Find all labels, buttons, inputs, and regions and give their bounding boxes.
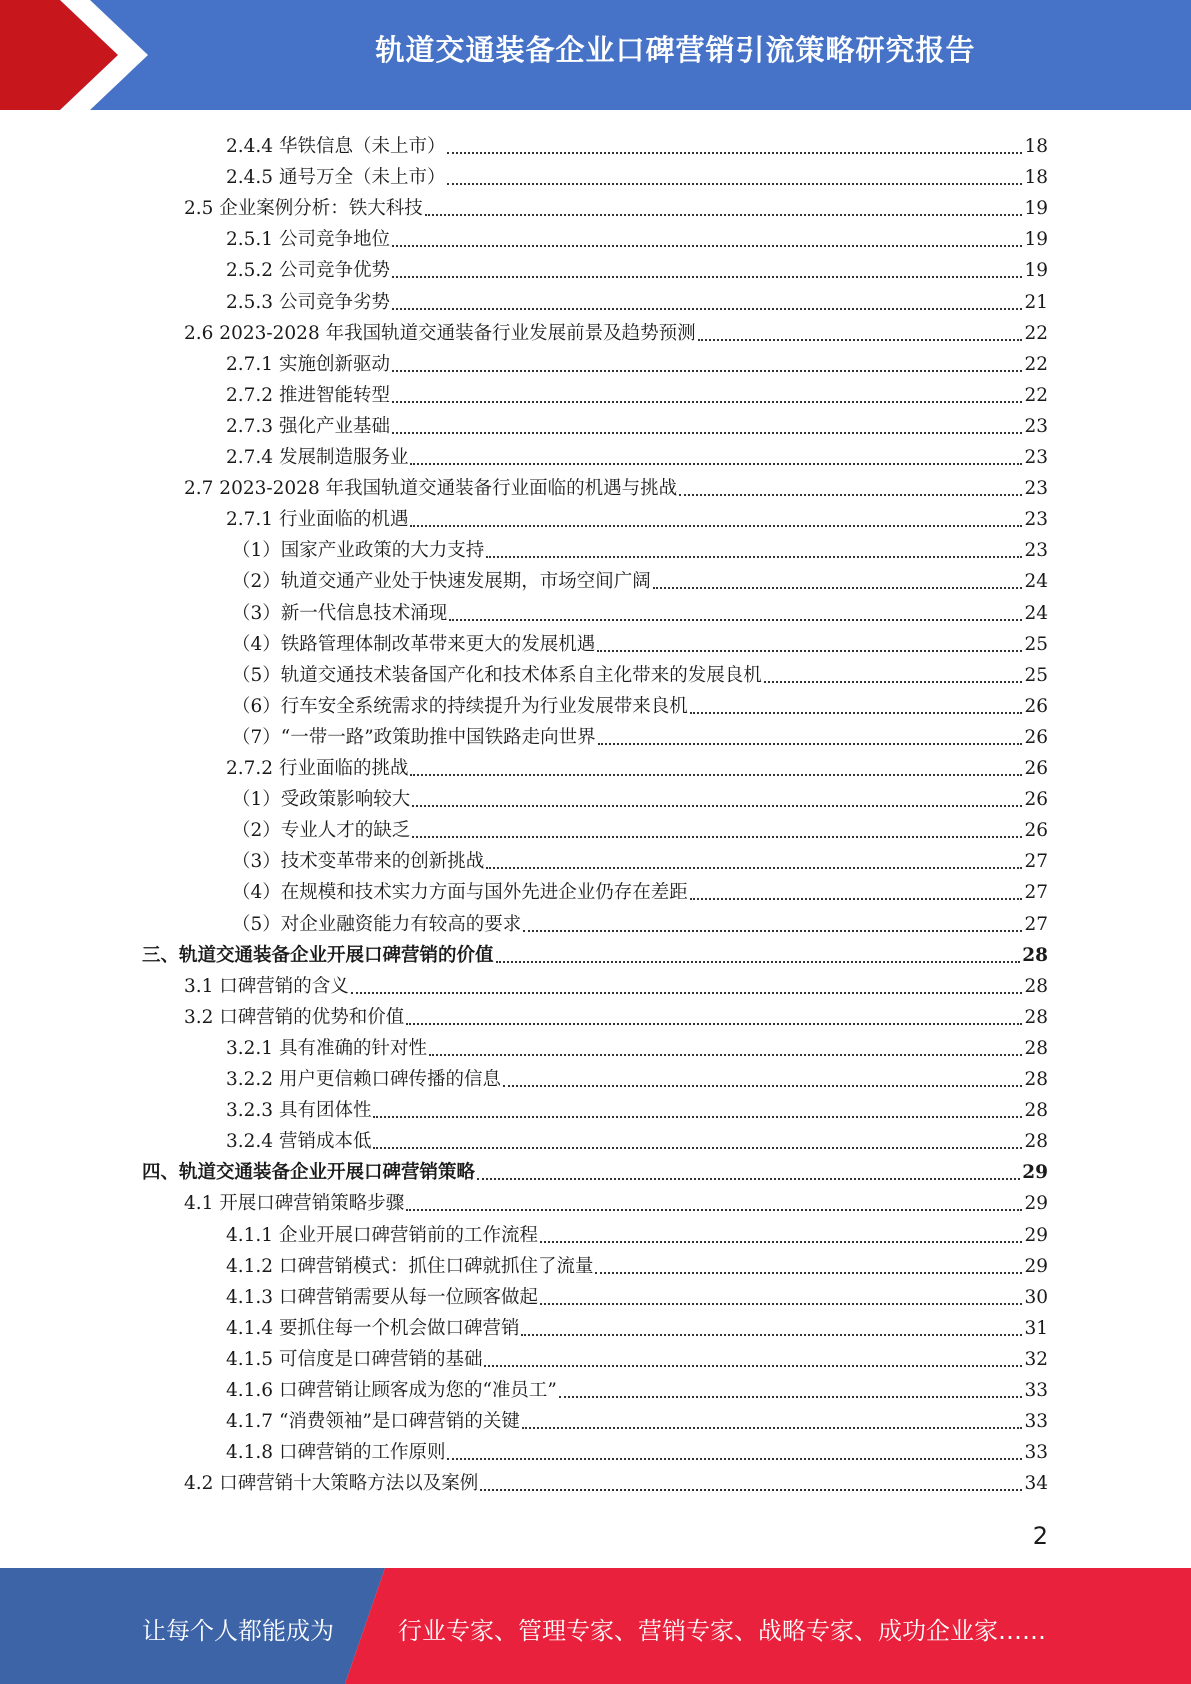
toc-entry-label: （2）专业人才的缺乏 xyxy=(232,820,411,842)
toc-entry-page: 26 xyxy=(1024,820,1048,842)
toc-entry[interactable] xyxy=(232,656,1048,687)
toc-entry-label: 2.7.2 推进智能转型 xyxy=(226,384,390,406)
toc-entry-label: 3.2.3 具有团体性 xyxy=(226,1100,372,1122)
toc-entry-page: 33 xyxy=(1024,1380,1048,1401)
toc-entry[interactable] xyxy=(226,220,1048,251)
toc-entry[interactable] xyxy=(232,687,1048,718)
toc-entry-page: 24 xyxy=(1024,571,1048,593)
toc-dot-leader xyxy=(392,308,1022,310)
toc-entry-page: 33 xyxy=(1024,1442,1048,1464)
toc-dot-leader xyxy=(523,930,1022,932)
toc-dot-leader xyxy=(522,1427,1023,1429)
toc-dot-leader xyxy=(480,1489,1022,1491)
toc-entry-page: 29 xyxy=(1024,1193,1048,1215)
toc-entry-label: 2.7.1 行业面临的机遇 xyxy=(226,509,409,531)
toc-entry[interactable] xyxy=(232,562,1048,593)
toc-entry-label: （5）轨道交通技术装备国产化和技术体系自主化带来的发展良机 xyxy=(232,664,762,686)
toc-entry[interactable] xyxy=(226,1247,1048,1278)
toc-entry[interactable] xyxy=(184,314,1048,345)
toc-entry[interactable] xyxy=(232,594,1048,625)
toc-entry-label: 4.1.3 口碑营销需要从每一位顾客做起 xyxy=(226,1286,538,1308)
toc-entry-page: 28 xyxy=(1024,975,1048,997)
toc-entry-label: 2.7.3 强化产业基础 xyxy=(226,415,390,437)
toc-entry[interactable] xyxy=(226,1278,1048,1309)
toc-entry-page: 22 xyxy=(1024,353,1048,375)
toc-entry[interactable] xyxy=(226,1029,1048,1060)
toc-entry-page: 31 xyxy=(1024,1317,1048,1339)
toc-entry[interactable] xyxy=(232,842,1048,873)
toc-entry-label: 四、轨道交通装备企业开展口碑营销策略 xyxy=(142,1162,476,1184)
toc-entry-label: 2.6 2023-2028 年我国轨道交通装备行业发展前景及趋势预测 xyxy=(184,322,696,344)
toc-dot-leader xyxy=(410,774,1022,776)
toc-dot-leader xyxy=(392,401,1022,403)
toc-entry-label: 2.7 2023-2028 年我国轨道交通装备行业面临的机遇与挑战 xyxy=(184,478,678,500)
toc-dot-leader xyxy=(373,1147,1022,1149)
toc-entry[interactable] xyxy=(226,127,1048,158)
toc-entry-label: 2.5.2 公司竞争优势 xyxy=(226,260,390,282)
toc-dot-leader xyxy=(486,867,1022,869)
toc-entry-label: 3.2.4 营销成本低 xyxy=(226,1131,372,1153)
toc-entry-label: 4.1.5 可信度是口碑营销的基础 xyxy=(226,1348,483,1370)
toc-entry-page: 28 xyxy=(1024,1037,1048,1059)
toc-entry-label: 4.1.4 要抓住每一个机会做口碑营销 xyxy=(226,1317,520,1339)
toc-dot-leader xyxy=(764,681,1023,683)
toc-entry[interactable] xyxy=(226,1091,1048,1122)
toc-entry-label: （7）“一带一路”政策助推中国铁路走向世界 xyxy=(232,726,596,748)
toc-entry[interactable] xyxy=(232,531,1048,562)
toc-entry-page: 19 xyxy=(1024,260,1048,282)
toc-entry[interactable] xyxy=(184,189,1048,220)
toc-dot-leader xyxy=(690,898,1023,900)
toc-entry-label: 4.1.6 口碑营销让顾客成为您的“准员工” xyxy=(226,1380,557,1401)
toc-entry-label: 三、轨道交通装备企业开展口碑营销的价值 xyxy=(142,944,494,966)
toc-entry[interactable] xyxy=(226,407,1048,438)
page-number: 2 xyxy=(1032,1522,1048,1550)
toc-dot-leader xyxy=(425,214,1023,216)
toc-entry-label: 4.1.7 “消费领袖”是口碑营销的关键 xyxy=(226,1411,520,1433)
toc-entry-page: 23 xyxy=(1024,509,1048,531)
toc-entry-page: 27 xyxy=(1024,913,1048,935)
toc-entry-page: 19 xyxy=(1024,198,1048,220)
toc-entry[interactable] xyxy=(232,780,1048,811)
toc-entry-page: 25 xyxy=(1024,633,1048,655)
toc-dot-leader xyxy=(392,276,1022,278)
toc-dot-leader xyxy=(698,339,1023,341)
toc-dot-leader xyxy=(392,370,1022,372)
toc-entry-label: 4.1.8 口碑营销的工作原则 xyxy=(226,1442,446,1464)
toc-entry-label: 2.4.5 通号万全（未上市） xyxy=(226,167,446,189)
toc-entry-page: 29 xyxy=(1024,1224,1048,1246)
toc-entry[interactable] xyxy=(184,1184,1048,1215)
toc-entry-page: 28 xyxy=(1024,1006,1048,1028)
toc-entry[interactable] xyxy=(226,1371,1048,1402)
toc-entry[interactable] xyxy=(232,905,1048,936)
toc-entry-label: （4）铁路管理体制改革带来更大的发展机遇 xyxy=(232,633,596,655)
toc-entry[interactable] xyxy=(184,967,1048,998)
toc-entry-page: 23 xyxy=(1024,447,1048,468)
toc-entry-page: 27 xyxy=(1024,851,1048,873)
toc-entry[interactable] xyxy=(184,1464,1048,1495)
toc-entry-label: （3）技术变革带来的创新挑战 xyxy=(232,851,485,873)
toc-dot-leader xyxy=(412,805,1022,807)
toc-entry-page: 26 xyxy=(1024,789,1048,811)
toc-entry-label: 2.5.1 公司竞争地位 xyxy=(226,229,390,251)
toc-dot-leader xyxy=(597,650,1022,652)
toc-entry-label: 2.7.4 发展制造服务业 xyxy=(226,447,409,468)
toc-dot-leader xyxy=(484,1365,1022,1367)
toc-entry-page: 27 xyxy=(1024,882,1048,904)
toc-dot-leader xyxy=(447,152,1022,154)
toc-entry-page: 24 xyxy=(1024,602,1048,624)
toc-entry[interactable] xyxy=(184,469,1048,500)
toc-dot-leader xyxy=(447,1458,1022,1460)
toc-dot-leader xyxy=(412,836,1022,838)
toc-entry-label: （1）受政策影响较大 xyxy=(232,789,411,811)
toc-entry-page: 28 xyxy=(1024,1069,1048,1090)
toc-entry-page: 26 xyxy=(1024,726,1048,748)
toc-dot-leader xyxy=(392,432,1022,434)
report-title: 轨道交通装备企业口碑营销引流策略研究报告 xyxy=(375,33,976,67)
toc-entry[interactable] xyxy=(226,1309,1048,1340)
toc-entry[interactable] xyxy=(226,251,1048,282)
toc-entry-page: 18 xyxy=(1024,167,1048,189)
toc-entry-label: 2.7.1 实施创新驱动 xyxy=(226,353,390,375)
toc-entry[interactable] xyxy=(226,1402,1048,1433)
toc-dot-leader xyxy=(679,494,1022,496)
toc-dot-leader xyxy=(447,183,1022,185)
toc-entry-label: 2.4.4 华铁信息（未上市） xyxy=(226,136,446,157)
toc-entry-page: 26 xyxy=(1024,758,1048,779)
toc-dot-leader xyxy=(477,1178,1020,1180)
toc-dot-leader xyxy=(540,1241,1022,1243)
toc-entry[interactable] xyxy=(184,998,1048,1029)
toc-entry[interactable] xyxy=(232,873,1048,904)
toc-entry-label: 3.2.1 具有准确的针对性 xyxy=(226,1037,427,1059)
toc-entry-label: 3.2.2 用户更信赖口碑传播的信息 xyxy=(226,1069,501,1090)
toc-dot-leader xyxy=(406,1023,1022,1025)
page-header xyxy=(0,0,1191,110)
toc-entry-label: 4.2 口碑营销十大策略方法以及案例 xyxy=(184,1473,479,1495)
toc-entry[interactable] xyxy=(226,376,1048,407)
toc-entry[interactable] xyxy=(232,811,1048,842)
toc-entry-label: 2.5 企业案例分析：铁大科技 xyxy=(184,198,423,220)
toc-entry[interactable] xyxy=(232,718,1048,749)
toc-entry[interactable] xyxy=(226,1433,1048,1464)
toc-dot-leader xyxy=(690,712,1023,714)
toc-entry-page: 22 xyxy=(1024,384,1048,406)
toc-entry-page: 33 xyxy=(1024,1411,1048,1433)
toc-dot-leader xyxy=(496,961,1021,963)
toc-entry-page: 34 xyxy=(1024,1473,1048,1495)
toc-entry-label: （2）轨道交通产业处于快速发展期，市场空间广阔 xyxy=(232,571,651,593)
toc-entry[interactable] xyxy=(226,283,1048,314)
toc-entry[interactable] xyxy=(226,1340,1048,1371)
toc-entry-label: 4.1 开展口碑营销策略步骤 xyxy=(184,1193,405,1215)
toc-entry-page: 26 xyxy=(1024,695,1048,717)
toc-dot-leader xyxy=(373,1116,1022,1118)
toc-entry[interactable] xyxy=(226,158,1048,189)
toc-entry-page: 23 xyxy=(1024,478,1048,500)
toc-dot-leader xyxy=(540,1303,1022,1305)
toc-entry-label: （3）新一代信息技术涌现 xyxy=(232,602,448,624)
toc-entry[interactable] xyxy=(226,1122,1048,1153)
toc-entry-label: （6）行车安全系统需求的持续提升为行业发展带来良机 xyxy=(232,695,688,717)
toc-entry-label: 2.7.2 行业面临的挑战 xyxy=(226,758,409,779)
toc-dot-leader xyxy=(559,1396,1023,1398)
toc-dot-leader xyxy=(410,463,1022,465)
toc-entry[interactable] xyxy=(226,345,1048,376)
toc-dot-leader xyxy=(406,1209,1022,1211)
toc-dot-leader xyxy=(598,743,1023,745)
toc-entry-label: （5）对企业融资能力有较高的要求 xyxy=(232,913,522,935)
toc-entry-page: 28 xyxy=(1024,1131,1048,1153)
toc-entry-label: （1）国家产业政策的大力支持 xyxy=(232,540,485,562)
toc-entry-label: 4.1.1 企业开展口碑营销前的工作流程 xyxy=(226,1224,538,1246)
toc-entry[interactable] xyxy=(226,1060,1048,1091)
toc-dot-leader xyxy=(351,992,1023,994)
toc-entry[interactable] xyxy=(232,625,1048,656)
toc-dot-leader xyxy=(449,619,1022,621)
footer-slogan-left: 让每个人都能成为 xyxy=(142,1617,334,1645)
toc-entry-label: 3.2 口碑营销的优势和价值 xyxy=(184,1006,405,1028)
toc-entry[interactable] xyxy=(226,438,1048,469)
toc-dot-leader xyxy=(486,556,1022,558)
toc-entry-page: 18 xyxy=(1024,136,1048,157)
toc-entry-page: 29 xyxy=(1022,1162,1048,1184)
toc-entry-page: 32 xyxy=(1024,1348,1048,1370)
toc-entry-label: 2.5.3 公司竞争劣势 xyxy=(226,291,390,313)
toc-entry[interactable] xyxy=(226,1216,1048,1247)
toc-entry-page: 25 xyxy=(1024,664,1048,686)
toc-entry-page: 30 xyxy=(1024,1286,1048,1308)
toc-entry-label: 3.1 口碑营销的含义 xyxy=(184,975,349,997)
toc-entry[interactable] xyxy=(142,936,1048,967)
toc-entry-page: 19 xyxy=(1024,229,1048,251)
toc-entry-page: 23 xyxy=(1024,540,1048,562)
toc-dot-leader xyxy=(503,1085,1022,1087)
footer-slogan-right: 行业专家、管理专家、营销专家、战略专家、成功企业家…… xyxy=(398,1617,1046,1645)
toc-dot-leader xyxy=(653,587,1023,589)
toc-entry[interactable] xyxy=(226,749,1048,780)
toc-entry-page: 28 xyxy=(1024,1100,1048,1122)
toc-entry[interactable] xyxy=(142,1153,1048,1184)
toc-dot-leader xyxy=(595,1272,1022,1274)
toc-dot-leader xyxy=(429,1054,1022,1056)
toc-entry-page: 28 xyxy=(1022,944,1048,966)
toc-entry-page: 29 xyxy=(1024,1255,1048,1277)
toc-entry[interactable] xyxy=(226,500,1048,531)
toc-entry-label: （4）在规模和技术实力方面与国外先进企业仍存在差距 xyxy=(232,882,688,904)
toc-entry-page: 23 xyxy=(1024,415,1048,437)
toc-entry-page: 22 xyxy=(1024,322,1048,344)
toc-dot-leader xyxy=(392,245,1022,247)
toc-entry-label: 4.1.2 口碑营销模式：抓住口碑就抓住了流量 xyxy=(226,1255,594,1277)
page-footer xyxy=(0,1568,1191,1684)
toc-dot-leader xyxy=(410,525,1022,527)
toc-entry-page: 21 xyxy=(1024,291,1048,313)
toc-dot-leader xyxy=(521,1334,1022,1336)
